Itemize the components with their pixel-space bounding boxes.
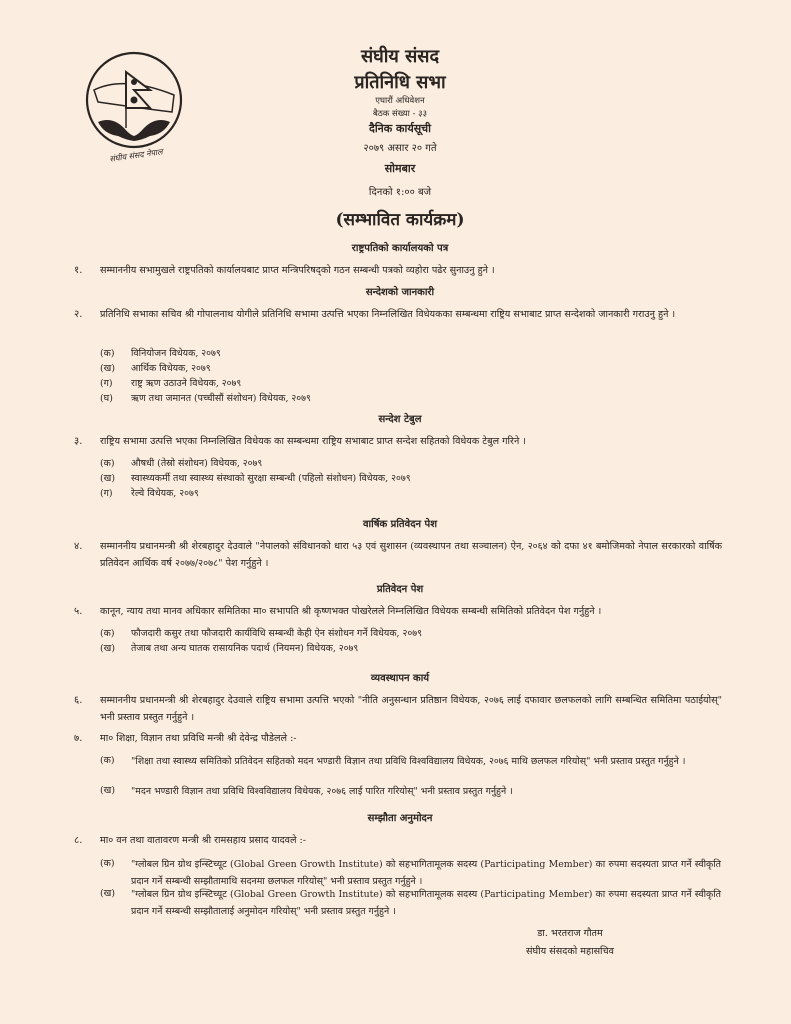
house-title: प्रतिनिधि सभा — [354, 72, 446, 93]
section-heading: सम्झौता अनुमोदन — [367, 813, 433, 824]
list-item: "ग्लोबल ग्रिन ग्रोथ इन्स्टिच्यूट (Global Green Growth Institute) को सहभागितामूलक सदस्य (Participating Member) का रुपमा सदस्यता प्राप्त गर्ने स्वीकृति प्रदान गर्ने सम्बन्धी सम्झौतामाथि सदनमा छलफल गरियोस्" भनी प्रस्ताव प्रस्तुत गर्नुहुने । — [131, 859, 721, 887]
list-label: (घ) — [100, 393, 113, 404]
program-title: (सम्भावित कार्यक्रम) — [335, 210, 465, 230]
list-label: (क) — [100, 628, 115, 639]
list-label: (क) — [100, 755, 115, 766]
item-text: सम्माननीय सभामुखले राष्ट्रपतिको कार्यालयबाट प्राप्त मन्त्रिपरिषद्को गठन सम्बन्धी पत्रको व्यहोरा पढेर सुनाउनु हुने । — [100, 265, 495, 276]
parliament-title: संघीय संसद — [360, 46, 440, 67]
item-text: सम्माननीय प्रधानमन्त्री श्री शेरबहादुर देउवाले राष्ट्रिय सभामा उत्पत्ति भएको "नीति अनुसन्धान प्रतिष्ठान विधेयक, २०७६ लाई दफावार छलफलको लागि सम्बन्धित समितिमा पठाईयोस्" भनी प्रस्ताव प्रस्तुत गर्नुहुने । — [100, 695, 722, 723]
list-item: "मदन भण्डारी विज्ञान तथा प्रविधि विश्वविद्यालय विधेयक, २०७६ लाई पारित गरियोस्" भनी प्रस्ताव प्रस्तुत गर्नुहुने । — [131, 786, 513, 797]
section-heading: सन्देश टेबुल — [378, 414, 422, 425]
item-text: मा० शिक्षा, विज्ञान तथा प्रविधि मन्त्री श्री देवेन्द्र पौडेलले :- — [100, 733, 297, 744]
item-number: ६. — [74, 695, 83, 706]
section-heading: सन्देशको जानकारी — [365, 287, 435, 298]
section-heading: व्यवस्थापन कार्य — [370, 673, 430, 684]
list-item: "ग्लोबल ग्रिन ग्रोथ इन्स्टिच्यूट (Global Green Growth Institute) को सहभागितामूलक सदस्य (Participating Member) का रुपमा सदस्यता प्राप्त गर्ने स्वीकृति प्रदान गर्ने सम्बन्धी सम्झौतालाई अनुमोदन गरियोस्" भनी प्रस्ताव प्रस्तुत गर्नुहुने । — [131, 889, 721, 917]
item-number: २. — [74, 309, 83, 320]
list-item: राष्ट्र ऋण उठाउने विधेयक, २०७९ — [131, 378, 242, 389]
list-label: (ख) — [100, 473, 115, 484]
item-number: ५. — [74, 606, 83, 617]
agenda-time: दिनको १:०० बजे — [368, 187, 432, 198]
agenda-day: सोमबार — [384, 162, 416, 175]
list-item: फौजदारी कसुर तथा फौजदारी कार्यविधि सम्बन्धी केही ऐन संशोधन गर्ने विधेयक, २०७९ — [131, 628, 423, 639]
list-label: (ग) — [100, 378, 113, 389]
item-number: १. — [74, 265, 83, 276]
list-label: (ख) — [100, 363, 115, 374]
item-number: ७. — [74, 733, 83, 744]
list-label: (क) — [100, 458, 115, 469]
item-number: ३. — [74, 436, 83, 447]
item-number: ८. — [74, 835, 83, 846]
agenda-date: २०७९ असार २० गते — [363, 143, 437, 154]
list-label: (ग) — [100, 488, 113, 499]
item-text: प्रतिनिधि सभाका सचिव श्री गोपालनाथ योगीले प्रतिनिधि सभामा उत्पत्ति भएका निम्नलिखित विधेयकका सम्बन्धमा राष्ट्रिय सभाबाट प्राप्त सन्देशको जानकारी गराउनु हुने । — [100, 309, 676, 320]
list-item: तेजाब तथा अन्य घातक रासायनिक पदार्थ (नियमन) विधेयक, २०७९ — [131, 643, 359, 654]
item-text: मा० वन तथा वातावरण मन्त्री श्री रामसहाय प्रसाद यादवले :- — [100, 835, 307, 846]
signatory-name: डा. भरतराज गौतम — [537, 928, 603, 939]
list-item: ऋण तथा जमानत (पच्चीसौं संशोधन) विधेयक, २०७९ — [131, 393, 311, 404]
list-label: (ख) — [100, 643, 115, 654]
meeting-number: बैठक संख्या - ३३ — [373, 109, 427, 119]
list-label: (ख) — [100, 785, 115, 796]
agenda-title: दैनिक कार्यसूची — [368, 122, 432, 135]
section-heading: वार्षिक प्रतिवेदन पेश — [362, 519, 438, 530]
section-heading: राष्ट्रपतिको कार्यालयको पत्र — [351, 243, 449, 254]
list-item: विनियोजन विधेयक, २०७९ — [131, 348, 221, 359]
section-heading: प्रतिवेदन पेश — [376, 584, 424, 595]
list-item: आर्थिक विधेयक, २०७९ — [131, 363, 211, 374]
list-label: (क) — [100, 348, 115, 359]
list-item: रेल्वे विधेयक, २०७९ — [131, 488, 199, 499]
list-label: (ख) — [100, 888, 115, 899]
list-label: (क) — [100, 858, 115, 869]
item-number: ४. — [74, 541, 83, 552]
signatory-title: संघीय संसदको महासचिव — [526, 946, 614, 957]
item-text: राष्ट्रिय सभामा उत्पत्ति भएका निम्नलिखित विधेयक का सम्बन्धमा राष्ट्रिय सभाबाट प्राप्त सन्देश सहितको विधेयक टेबुल गरिने । — [100, 436, 526, 447]
item-text: सम्माननीय प्रधानमन्त्री श्री शेरबहादुर देउवाले "नेपालको संविधानको धारा ५३ एवं सुशासन (व्यवस्थापन तथा सञ्चालन) ऐन, २०६४ को दफा ४१ बमोजिमको नेपाल सरकारको वार्षिक प्रतिवेदन आर्थिक वर्ष २०७७/२०७८" पेश गर्नुहुने । — [100, 541, 722, 569]
list-item: औषधी (तेस्रो संशोधन) विधेयक, २०७९ — [131, 458, 263, 469]
logo-text: संघीय संसद नेपाल — [108, 147, 164, 164]
session-label: एघारौं अधिवेशन — [375, 96, 425, 106]
list-item: "शिक्षा तथा स्वास्थ्य समितिको प्रतिवेदन सहितको मदन भण्डारी विज्ञान तथा प्रविधि विश्वविद्यालय विधेयक, २०७६ माथि छलफल गरियोस्" भनी प्रस्ताव प्रस्तुत गर्नुहुने । — [131, 756, 686, 767]
item-text: कानून, न्याय तथा मानव अधिकार समितिका मा० सभापति श्री कृष्णभक्त पोखरेलले निम्नलिखित विधेयक सम्बन्धी समितिको प्रतिवेदन पेश गर्नुहुने । — [100, 606, 602, 617]
list-item: स्वास्थ्यकर्मी तथा स्वास्थ्य संस्थाको सुरक्षा सम्बन्धी (पहिलो संशोधन) विधेयक, २०७९ — [131, 473, 411, 484]
